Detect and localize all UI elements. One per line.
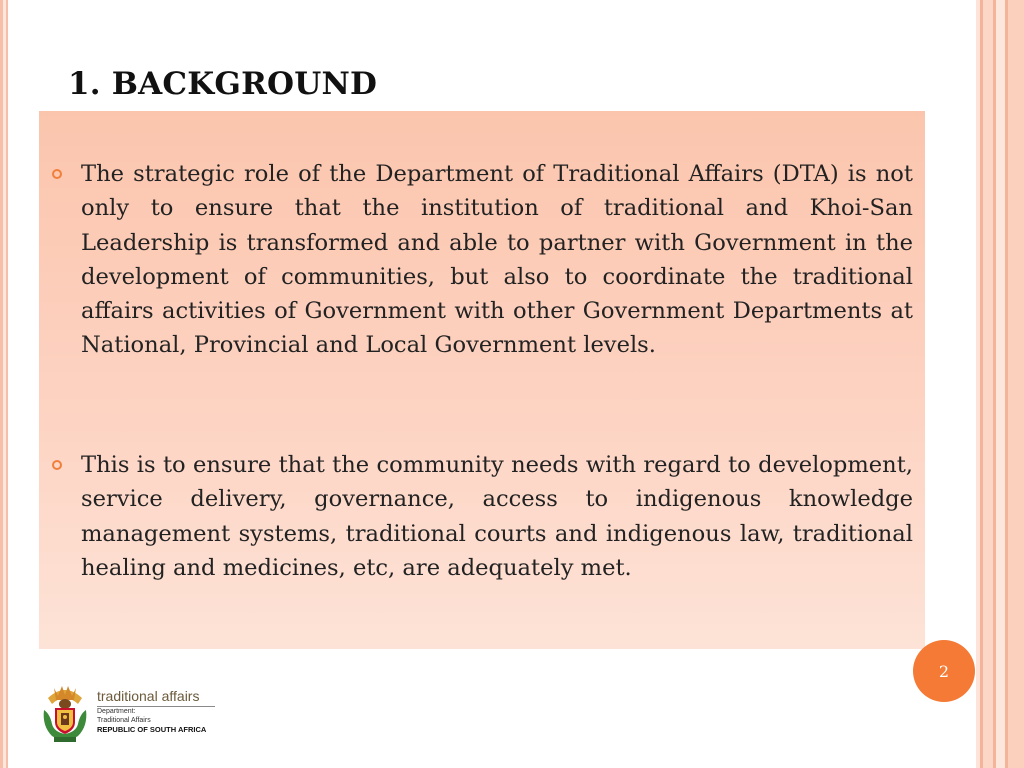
bullet-circle-icon [52,169,62,179]
bullet-item [81,157,913,363]
bullet-text: The strategic role of the Department of Traditional Affairs (DTA) is not only to ensure that the institution of traditional and Khoi-San Leadership is transformed and able to partner with Government in the development of communities, but also to coordinate the traditional affairs activities of Government with other Government Departments at National, Provincial and Local Government levels. [81,161,913,359]
bullet-text: This is to ensure that the community needs with regard to development, service delivery, governance, access to indigenous knowledge management systems, traditional courts and indigenous law, traditional healing and medicines, etc, are adequately met. [81,452,913,581]
right-border-decoration [976,0,1024,768]
page-number: 2 [938,661,950,681]
department-logo [40,680,220,744]
logo-title: traditional affairs [97,688,215,707]
coat-of-arms-icon [40,680,90,744]
logo-department-label: Department: [97,708,136,715]
slide-title: 1. BACKGROUND [68,66,378,102]
logo-country: REPUBLIC OF SOUTH AFRICA [97,725,207,734]
page-number-badge [913,640,975,702]
content-box [39,111,925,649]
logo-text-block [97,688,215,735]
left-border-decoration [0,0,10,768]
logo-department-name: Traditional Affairs [97,717,151,724]
bullet-item [81,448,913,585]
bullet-circle-icon [52,460,62,470]
